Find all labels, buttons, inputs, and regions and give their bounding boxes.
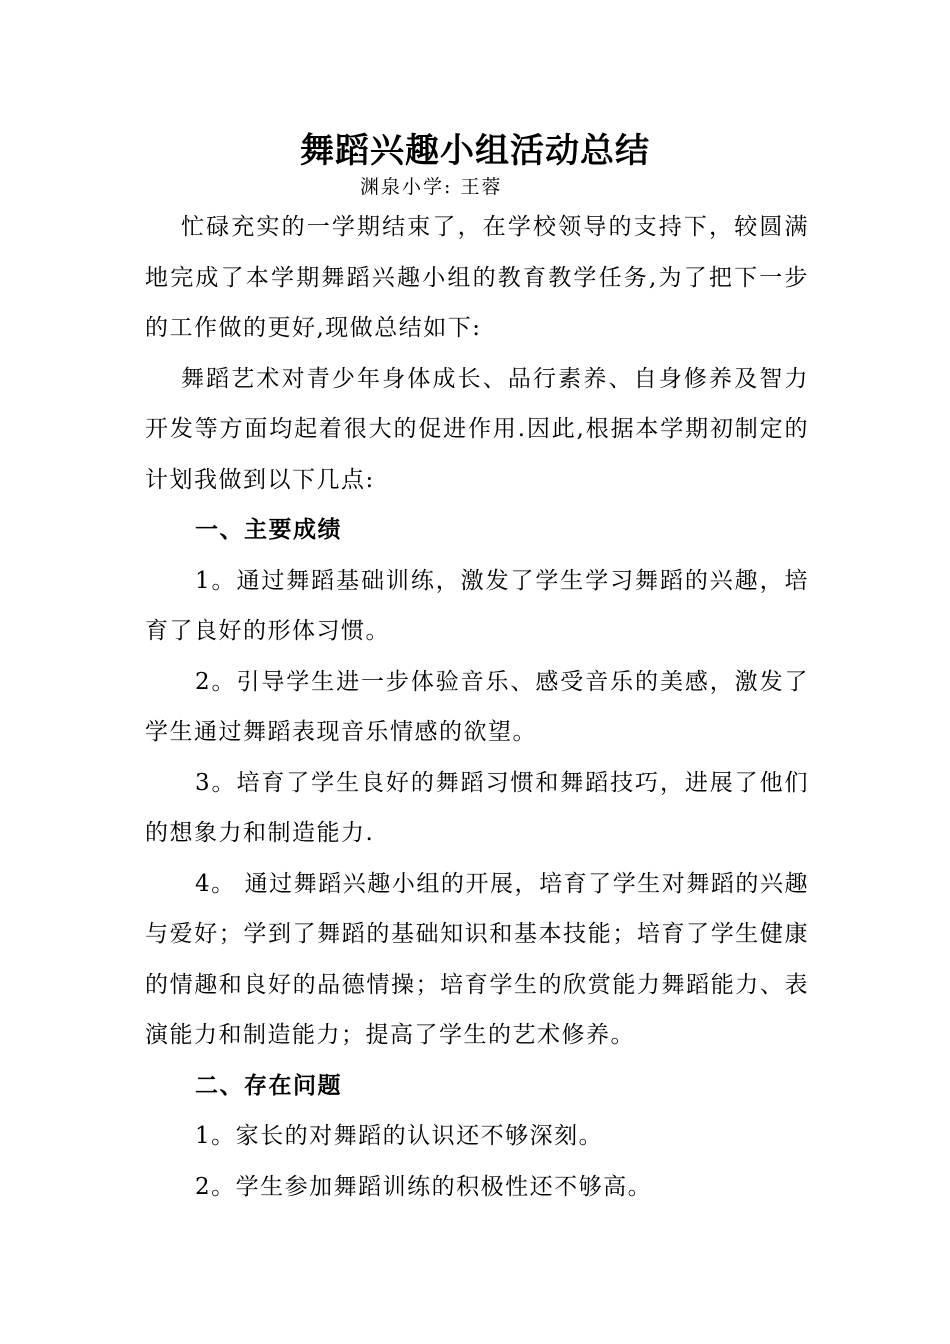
problem-item: 2。学生参加舞蹈训练的积极性还不够高。 <box>195 1173 653 1200</box>
section-heading-problems: 二、存在问题 <box>195 1072 342 1099</box>
achievement-item: 3。培育了学生良好的舞蹈习惯和舞蹈技巧，进展了他们的想象力和制造能力. <box>145 769 809 846</box>
author-line: 渊泉小学: 王蓉 <box>360 176 503 198</box>
achievement-item: 1。通过舞蹈基础训练，激发了学生学习舞蹈的兴趣，培育了良好的形体习惯。 <box>145 567 809 644</box>
section-heading-achievements: 一、主要成绩 <box>195 517 342 543</box>
context-paragraph: 舞蹈艺术对青少年身体成长、品行素养、自身修养及智力开发等方面均起着很大的促进作用.因此,根据本学期初制定的计划我做到以下几点: <box>145 365 809 493</box>
problem-item: 1。家长的对舞蹈的认识还不够深刻。 <box>195 1123 604 1149</box>
achievement-item: 4。 通过舞蹈兴趣小组的开展，培育了学生对舞蹈的兴趣与爱好；学到了舞蹈的基础知识和基本技能；培育了学生健康的情趣和良好的品德情操；培育学生的欣赏能力舞蹈能力、表演能力和制造能力；提高了学生的艺术修养。 <box>145 870 809 1048</box>
intro-paragraph: 忙碌充实的一学期结束了，在学校领导的支持下，较圆满地完成了本学期舞蹈兴趣小组的教育教学任务,为了把下一步的工作做的更好,现做总结如下: <box>145 214 809 341</box>
document-title: 舞蹈兴趣小组活动总结 <box>300 131 650 171</box>
document-body <box>145 202 809 1212</box>
achievement-item: 2。引导学生进一步体验音乐、感受音乐的美感，激发了学生通过舞蹈表现音乐情感的欲望。 <box>145 668 809 745</box>
